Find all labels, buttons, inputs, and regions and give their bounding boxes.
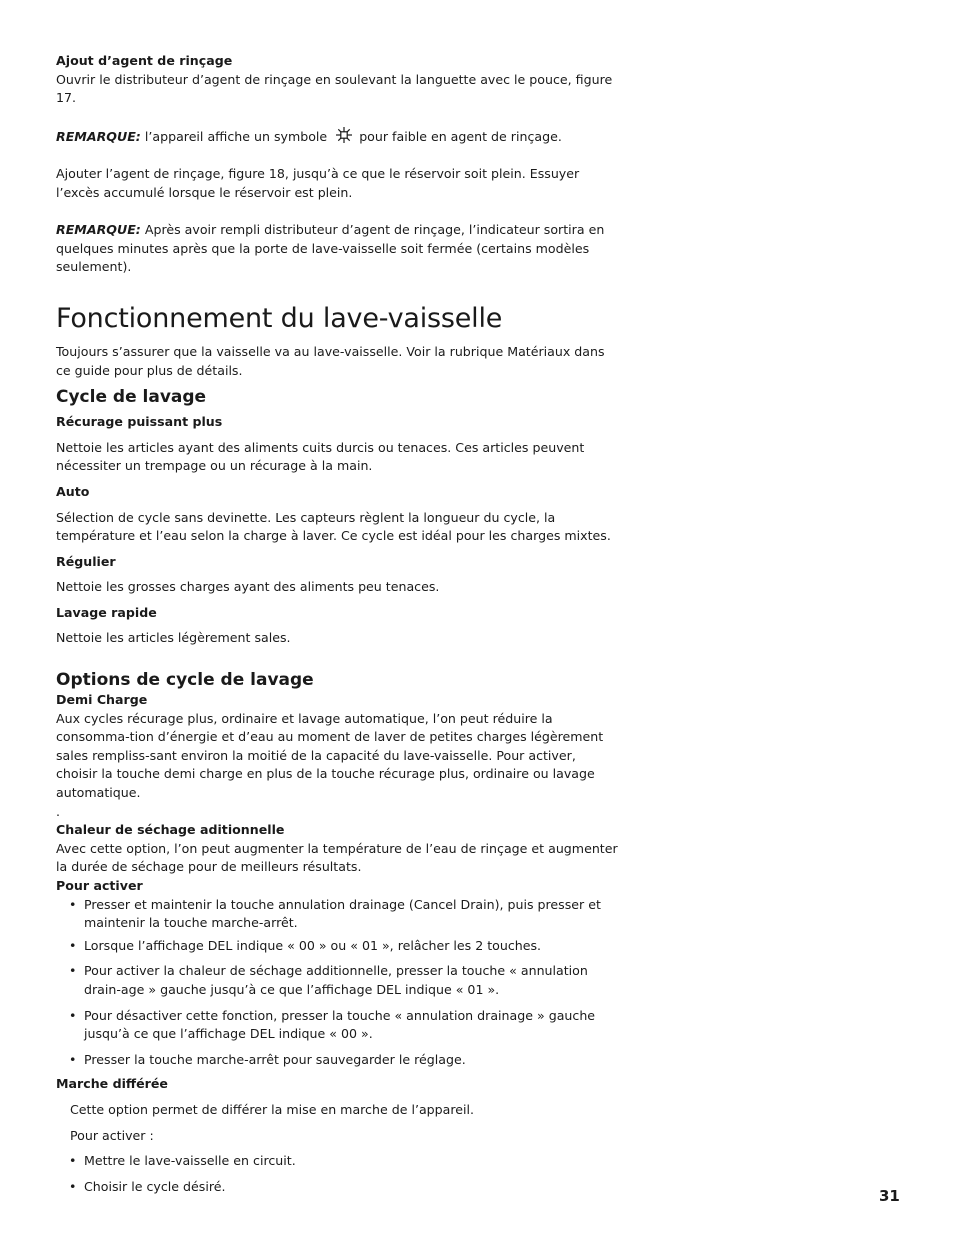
delayed-start-text: Cette option permet de différer la mise en marche de l’appareil. [70, 1101, 475, 1117]
page-number: 31 [879, 1187, 900, 1205]
rinse-aid-heading: Ajout d’agent de rinçage [56, 53, 233, 68]
list-item: • Lorsque l’affichage DEL indique « 00 » ou « 01 », relâcher les 2 touches. [69, 937, 542, 953]
stray-dot: . [56, 803, 61, 819]
cycle-title: Régulier [56, 553, 116, 569]
rinse-aid-sparkle-icon [334, 126, 354, 144]
half-load-text: Aux cycles récurage plus, ordinaire et lavage automatique, l’on peut réduire la consomma-tion d’énergie et d’eau au moment de laver de petites charges légèrement sales rempliss-sant environ la moitié de la capacité du lave-vaisselle. Pour activer, choisir la touche demi charge en plus de la touche récurage plus, ordinaire ou lavage automatique. [56, 710, 604, 801]
list-item: • Pour désactiver cette fonction, presser la touche « annulation drainage » gauche jusqu’à ce que l’affichage DEL indique « 00 ». [69, 1007, 596, 1042]
half-load-title: Demi Charge [56, 692, 148, 708]
list-item: • Mettre le lave-vaisselle en circuit. [69, 1153, 296, 1169]
cycle-text: Nettoie les articles ayant des aliments cuits durcis ou tenaces. Ces articles peuvent nécessiter un trempage ou un récurage à la main. [56, 439, 585, 474]
options-heading: Options de cycle de lavage [56, 670, 314, 691]
delayed-start-title: Marche différée [56, 1076, 168, 1092]
delay-steps [56, 1152, 621, 1196]
manual-page [56, 52, 621, 1196]
page-title: Fonctionnement du lave-vaisselle [56, 302, 503, 334]
list-item: • Pour activer la chaleur de séchage additionnelle, presser la touche « annulation drain-age » gauche jusqu’à ce que l’affichage DEL indique « 01 ». [69, 963, 588, 997]
extra-heat-text: Avec cette option, l’on peut augmenter la température de l’eau de rinçage et augmenter la durée de séchage pour de meilleurs résultats. [56, 840, 618, 875]
cycle-text: Nettoie les articles légèrement sales. [56, 630, 291, 646]
cycle-text: Sélection de cycle sans devinette. Les capteurs règlent la longueur du cycle, la température et l’eau selon la charge à laver. Ce cycle est idéal pour les charges mixtes. [56, 509, 611, 544]
note-label: REMARQUE: [56, 222, 141, 238]
rinse-open-text: Ouvrir le distributeur d’agent de rinçage en soulevant la languette avec le pouce, figure 17. [56, 71, 613, 106]
cycle-title: Lavage rapide [56, 604, 157, 620]
cycle-title: Auto [56, 483, 90, 499]
cycle-heading: Cycle de lavage [56, 387, 207, 408]
rinse-note-1: REMARQUE: l’appareil affiche un symbole pour faible en agent de rinçage. [56, 126, 621, 147]
delayed-start-activate: Pour activer : [70, 1127, 154, 1143]
activate-steps [56, 896, 621, 1070]
cycle-title: Récurage puissant plus [56, 414, 223, 430]
rinse-add-text: Ajouter l’agent de rinçage, figure 18, jusqu’à ce que le réservoir soit plein. Essuyer l’excès accumulé lorsque le réservoir est plein. [56, 166, 580, 200]
list-item: • Presser la touche marche-arrêt pour sauvegarder le réglage. [69, 1051, 466, 1067]
note-label: REMARQUE: [56, 128, 141, 144]
operation-intro: Toujours s’assurer que la vaisselle va au lave-vaisselle. Voir la rubrique Matériaux dans ce guide pour plus de détails. [56, 343, 605, 378]
list-item: • Presser et maintenir la touche annulation drainage (Cancel Drain), puis presser et maintenir la touche marche-arrêt. [69, 896, 601, 931]
cycle-text: Nettoie les grosses charges ayant des aliments peu tenaces. [56, 579, 440, 595]
activate-title: Pour activer [56, 878, 143, 893]
list-item: • Choisir le cycle désiré. [69, 1178, 226, 1194]
extra-heat-title: Chaleur de séchage aditionnelle [56, 822, 285, 838]
rinse-note-2: REMARQUE: Après avoir rempli distributeur d’agent de rinçage, l’indicateur sortira en quelques minutes après que la porte de lave-vaisselle soit fermée (certains modèles seulement). [56, 222, 605, 275]
